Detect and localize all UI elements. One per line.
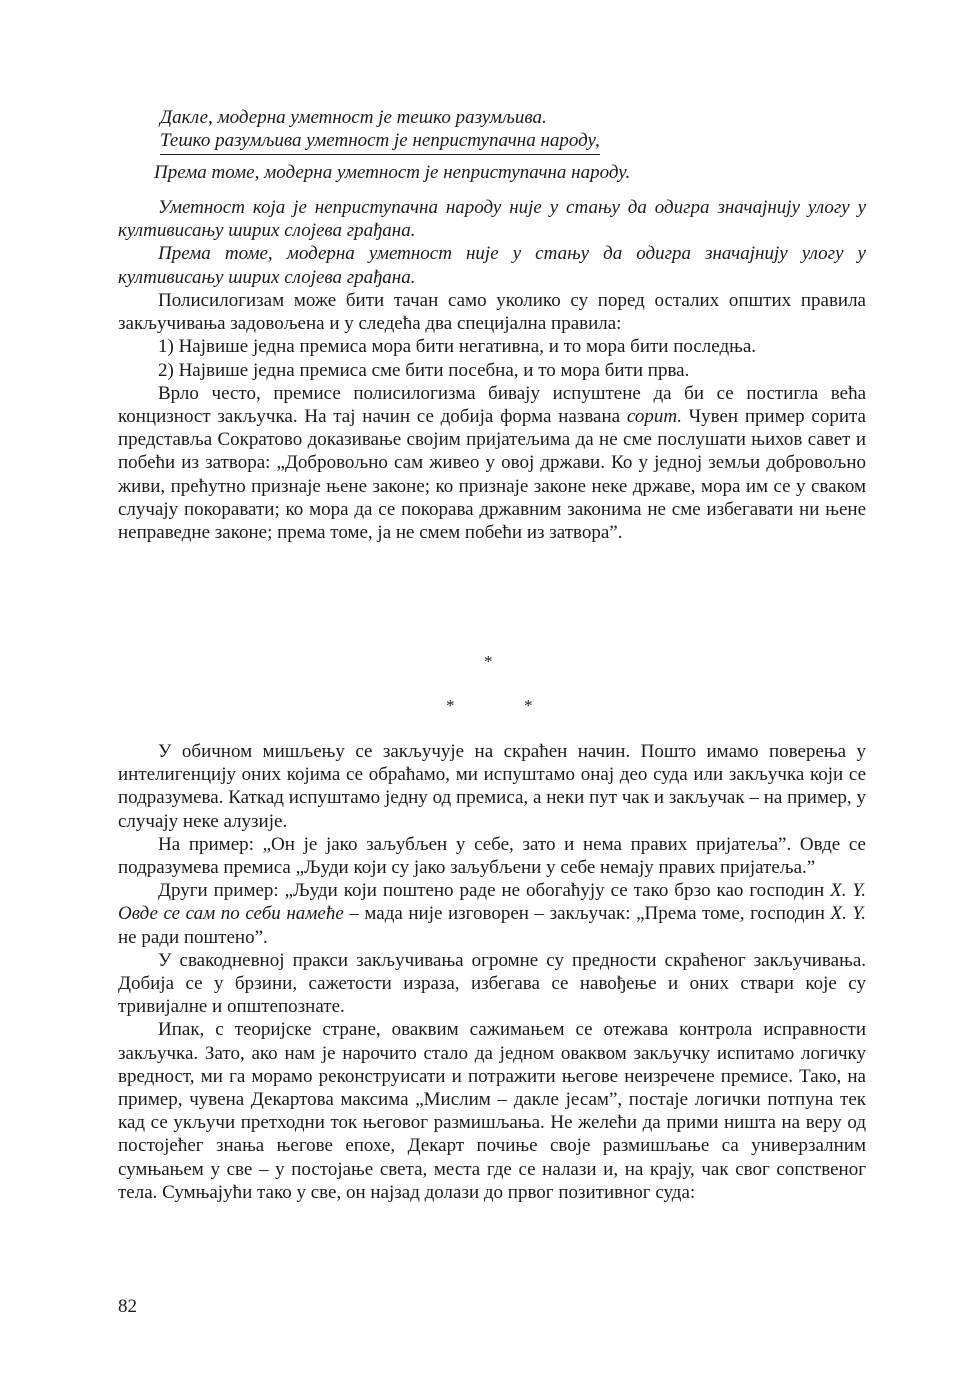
example-2-text-1: Други пример: „Људи који поштено раде не обогаћују се тако брзо као господин	[158, 880, 831, 902]
example-2-paragraph	[118, 879, 866, 949]
example-2-aside: Овде се сам по себи намеће	[118, 903, 344, 925]
example-1-paragraph: На пример: „Он је јако заљубљен у себе, зато и нема правих пријатеља”. Овде се подразумева премиса „Људи који су јако заљубљени у себе немају правих пријатеља.”	[118, 833, 866, 879]
ordinary-thinking-paragraph: У обичном мишљењу се закључује на скраћен начин. Пошто имамо поверења у интелигенцију оних којима се обраћамо, ми испуштамо онај део суда или закључка који се подразумева. Каткад испуштамо једну од премиса, а неки пут чак и закључак – на пример, у случају неке алузије.	[118, 741, 866, 832]
page-number: 82	[118, 1296, 137, 1317]
theory-paragraph: Ипак, с теоријске стране, оваквим сажимањем се отежава контрола исправности закључка. Зато, ако нам је нарочито стало да једном оваквом закључку испитамо логичку вредност, ми га морамо реконструисати и потражити његове неизречене премисе. Тако, на пример, чувена Декартова максима „Мислим – дакле јесам”, постаје логички потпуна тек кад се укључи претходни ток његовог размишљања. Не желећи да прими ништа на веру од постојећег знања његове епохе, Декарт почиње своје размишљање са универзалним сумњањем у све – у постојање света, места где се налази и, на крају, чак свог сопственог тела. Сумњајући тако у све, он најзад долази до првог позитивног суда:	[118, 1019, 866, 1203]
italic-block	[118, 196, 866, 289]
example-2-name-2: X. Y.	[830, 903, 866, 925]
lower-body	[118, 740, 866, 1204]
separator-star-top: *	[484, 652, 493, 671]
everyday-practice-paragraph: У свакодневној пракси закључивања огромне су предности скраћеног закључивања. Добија се у брзини, сажетости израза, избегава се навођење и оних ствари које су тривијалне и општепознате.	[118, 949, 866, 1018]
conclusion: Према томе, модерна уметност је неприступачна народу.	[154, 162, 631, 183]
sorit-text-after: Чувен пример сорита представља Сократово доказивање својим пријатељима да не сме послушати њихов савет и побећи из затвора: „Добровољно сам живео у овој држави. Ко у једној земљи добровољно живи, прећутно признаје њене законе; ко признаје законе неке државе, мора им се у сваком случају покоравати; ко мора да се покорава државним законима не сме избегавати ни њене неправедне законе; према томе, ја не смем побећи из затвора”.	[118, 406, 866, 544]
example-2-name-1: X. Y.	[830, 880, 866, 902]
separator-star-right: *	[524, 696, 533, 715]
rule-1: 1) Највише једна премиса мора бити негативна, и то мора бити последња.	[158, 336, 757, 358]
sorit-text-before: Врло често, премисе полисилогизма бивају испуштене да би се постигла већа концизност закључка. На тај начин се добија форма названа	[118, 382, 866, 428]
example-2-text-4: не ради поштено”.	[118, 926, 268, 948]
syllogism-block	[118, 106, 866, 184]
example-2-text-3: – мада није изговорен – закључак: „Према томе, господин	[343, 903, 831, 925]
premise-2: Тешко разумљива уметност је неприступачна народу,	[160, 129, 600, 155]
premise-2-line	[118, 129, 866, 155]
polysyllogism-paragraph: Полисилогизам може бити тачан само уколико су поред осталих општих правила закључивања задовољена и у следећа два специјална правила:	[118, 290, 866, 335]
sorit-paragraph	[118, 382, 866, 544]
separator-star-left: *	[446, 696, 455, 715]
italic-paragraph-1: Уметност која је неприступачна народу није у стању да одигра значајнију улогу у култивисању ширих слојева грађана.	[118, 197, 866, 242]
rule-2: 2) Највише једна премиса сме бити посебна, и то мора бити прва.	[158, 359, 690, 381]
sorit-term: сорит.	[626, 406, 683, 428]
upper-body	[118, 289, 866, 544]
premise-1: Дакле, модерна уметност је тешко разумљива.	[160, 107, 547, 128]
italic-paragraph-2: Према томе, модерна уметност није у стању да одигра значајнију улогу у култивисању ширих слојева грађана.	[118, 243, 866, 288]
